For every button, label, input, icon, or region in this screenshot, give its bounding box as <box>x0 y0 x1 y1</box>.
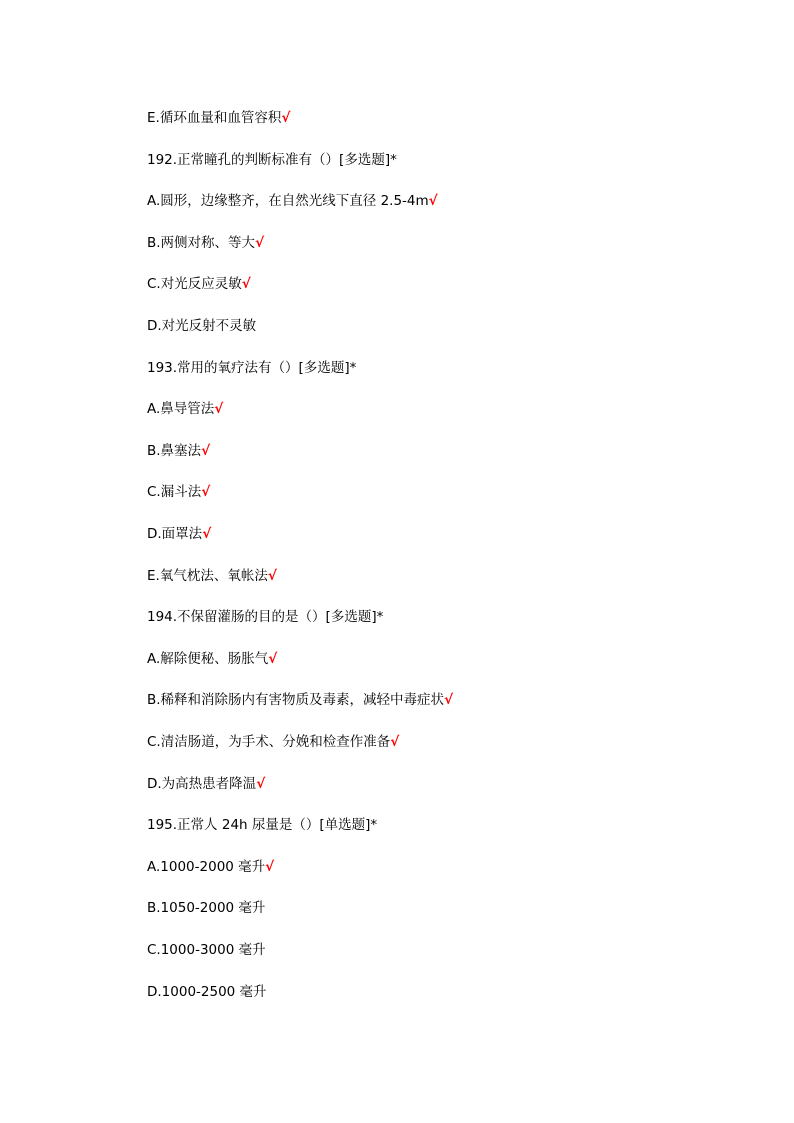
line-text: D.1000-2500 毫升 <box>147 984 267 1000</box>
check-mark-icon: √ <box>265 859 275 875</box>
line-text: A.鼻导管法 <box>147 401 215 417</box>
line-text: 194.不保留灌肠的目的是（）[多选题]* <box>147 609 384 625</box>
line-text: A.解除便秘、肠胀气 <box>147 651 269 667</box>
option-line <box>147 232 264 254</box>
line-text: 192.正常瞳孔的判断标准有（）[多选题]* <box>147 152 397 168</box>
check-mark-icon: √ <box>268 651 278 667</box>
option-line <box>147 731 399 753</box>
option-line <box>147 689 453 711</box>
line-text: 195.正常人 24h 尿量是（）[单选题]* <box>147 817 378 833</box>
check-mark-icon: √ <box>214 401 224 417</box>
check-mark-icon: √ <box>241 276 251 292</box>
line-text: D.对光反射不灵敏 <box>147 318 257 334</box>
option-line <box>147 273 251 295</box>
option-line <box>147 565 277 587</box>
line-text: C.1000-3000 毫升 <box>147 942 266 958</box>
line-text: B.稀释和消除肠内有害物质及毒素，减轻中毒症状 <box>147 692 445 708</box>
option-line <box>147 856 274 878</box>
check-mark-icon: √ <box>428 193 438 209</box>
check-mark-icon: √ <box>256 776 266 792</box>
option-line <box>147 440 210 462</box>
check-mark-icon: √ <box>390 734 400 750</box>
check-mark-icon: √ <box>202 526 212 542</box>
option-line <box>147 648 277 670</box>
option-line <box>147 481 210 503</box>
question-line <box>147 357 356 379</box>
option-line <box>147 897 265 919</box>
line-text: D.为高热患者降温 <box>147 776 257 792</box>
option-line <box>147 773 265 795</box>
line-text: B.鼻塞法 <box>147 443 202 459</box>
check-mark-icon: √ <box>255 235 265 251</box>
line-text: E.氧气枕法、氧帐法 <box>147 568 268 584</box>
line-text: D.面罩法 <box>147 526 203 542</box>
option-line <box>147 939 266 961</box>
line-text: C.清洁肠道，为手术、分娩和检查作准备 <box>147 734 391 750</box>
question-line <box>147 149 397 171</box>
line-text: A.圆形，边缘整齐，在自然光线下直径 2.5-4m <box>147 193 429 209</box>
question-line <box>147 606 383 628</box>
check-mark-icon: √ <box>444 692 454 708</box>
line-text: C.对光反应灵敏 <box>147 276 242 292</box>
line-text: E.循环血量和血管容积 <box>147 110 282 126</box>
line-text: A.1000-2000 毫升 <box>147 859 266 875</box>
option-line <box>147 315 256 337</box>
option-line <box>147 523 211 545</box>
option-line <box>147 398 223 420</box>
option-line <box>147 981 267 1003</box>
check-mark-icon: √ <box>281 110 291 126</box>
line-text: C.漏斗法 <box>147 484 202 500</box>
check-mark-icon: √ <box>201 443 211 459</box>
line-text: 193.常用的氧疗法有（）[多选题]* <box>147 360 357 376</box>
check-mark-icon: √ <box>201 484 211 500</box>
option-line <box>147 107 290 129</box>
check-mark-icon: √ <box>267 568 277 584</box>
line-text: B.1050-2000 毫升 <box>147 900 266 916</box>
question-line <box>147 814 377 836</box>
line-text: B.两侧对称、等大 <box>147 235 256 251</box>
option-line <box>147 190 438 212</box>
